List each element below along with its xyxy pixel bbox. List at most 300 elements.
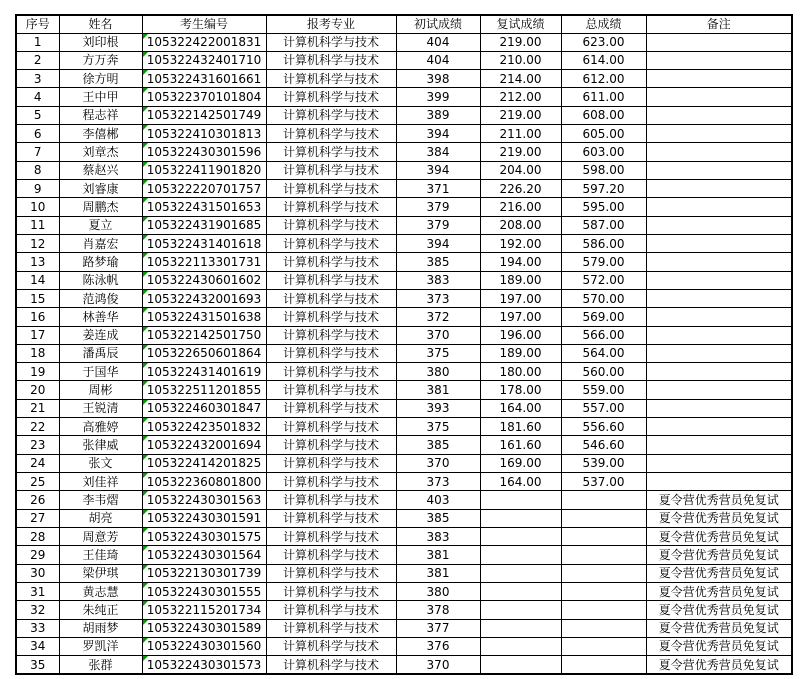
cell-name: 刘章杰	[59, 143, 142, 161]
cell-remark	[646, 106, 792, 124]
table-row	[16, 619, 792, 637]
table-row	[16, 234, 792, 252]
candidate-id-text: 105322142501750	[146, 328, 262, 343]
cell-total-score: 569.00	[561, 308, 646, 326]
cell-total-score: 560.00	[561, 363, 646, 381]
table-row	[16, 125, 792, 143]
cell-name: 肖嘉宏	[59, 234, 142, 252]
cell-name: 胡雨梦	[59, 619, 142, 637]
cell-retest-score: 197.00	[480, 289, 561, 307]
text-format-flag-icon	[143, 601, 148, 606]
cell-name: 蔡赵兴	[59, 161, 142, 179]
cell-name: 张群	[59, 656, 142, 674]
text-format-flag-icon	[143, 143, 148, 148]
cell-candidate-id	[142, 527, 266, 545]
table-row	[16, 601, 792, 619]
cell-retest-score: 208.00	[480, 216, 561, 234]
cell-major: 计算机科学与技术	[266, 271, 396, 289]
cell-candidate-id	[142, 436, 266, 454]
cell-candidate-id	[142, 619, 266, 637]
cell-index: 10	[16, 198, 59, 216]
cell-candidate-id	[142, 582, 266, 600]
text-format-flag-icon	[143, 565, 148, 570]
cell-initial-score: 383	[396, 271, 480, 289]
cell-remark	[646, 180, 792, 198]
cell-remark	[646, 399, 792, 417]
text-format-flag-icon	[143, 546, 148, 551]
table-row	[16, 161, 792, 179]
candidate-id-text: 105322431501638	[146, 309, 262, 324]
text-format-flag-icon	[143, 510, 148, 515]
cell-total-score: 537.00	[561, 473, 646, 491]
cell-candidate-id	[142, 637, 266, 655]
candidate-id-text: 105322431401619	[146, 364, 262, 379]
cell-major: 计算机科学与技术	[266, 454, 396, 472]
table-row	[16, 253, 792, 271]
cell-initial-score: 375	[396, 344, 480, 362]
candidate-id-text: 105322410301813	[146, 126, 262, 141]
cell-remark	[646, 33, 792, 51]
cell-total-score: 564.00	[561, 344, 646, 362]
cell-index: 14	[16, 271, 59, 289]
cell-major: 计算机科学与技术	[266, 436, 396, 454]
candidate-id-text: 105322430301591	[146, 511, 262, 526]
cell-name: 夏立	[59, 216, 142, 234]
cell-index: 26	[16, 491, 59, 509]
table-row	[16, 582, 792, 600]
cell-index: 13	[16, 253, 59, 271]
cell-retest-score: 210.00	[480, 51, 561, 69]
text-format-flag-icon	[143, 491, 148, 496]
cell-initial-score: 378	[396, 601, 480, 619]
table-row	[16, 308, 792, 326]
cell-initial-score: 381	[396, 546, 480, 564]
cell-index: 33	[16, 619, 59, 637]
table-row	[16, 656, 792, 674]
cell-candidate-id	[142, 546, 266, 564]
cell-remark: 夏令营优秀营员免复试	[646, 546, 792, 564]
cell-total-score	[561, 637, 646, 655]
cell-initial-score: 404	[396, 51, 480, 69]
text-format-flag-icon	[143, 272, 148, 277]
candidate-id-text: 105322431401618	[146, 236, 262, 251]
col-header-candidate-id: 考生编号	[142, 15, 266, 33]
cell-total-score	[561, 527, 646, 545]
cell-retest-score: 169.00	[480, 454, 561, 472]
cell-total-score: 608.00	[561, 106, 646, 124]
cell-index: 34	[16, 637, 59, 655]
cell-index: 29	[16, 546, 59, 564]
cell-retest-score: 196.00	[480, 326, 561, 344]
text-format-flag-icon	[143, 418, 148, 423]
text-format-flag-icon	[143, 638, 148, 643]
cell-initial-score: 385	[396, 253, 480, 271]
candidate-id-text: 105322431501653	[146, 199, 262, 214]
table-row	[16, 418, 792, 436]
table-row	[16, 509, 792, 527]
cell-major: 计算机科学与技术	[266, 381, 396, 399]
cell-remark	[646, 271, 792, 289]
table-row	[16, 51, 792, 69]
cell-retest-score: 219.00	[480, 143, 561, 161]
candidate-id-text: 105322142501749	[146, 108, 262, 123]
table-row	[16, 637, 792, 655]
candidate-id-text: 105322460301847	[146, 401, 262, 416]
cell-retest-score: 194.00	[480, 253, 561, 271]
cell-name: 刘佳祥	[59, 473, 142, 491]
cell-candidate-id	[142, 234, 266, 252]
cell-total-score: 614.00	[561, 51, 646, 69]
cell-index: 16	[16, 308, 59, 326]
cell-name: 李韦熠	[59, 491, 142, 509]
cell-major: 计算机科学与技术	[266, 344, 396, 362]
cell-index: 24	[16, 454, 59, 472]
cell-index: 8	[16, 161, 59, 179]
cell-retest-score: 211.00	[480, 125, 561, 143]
cell-major: 计算机科学与技术	[266, 198, 396, 216]
cell-initial-score: 370	[396, 454, 480, 472]
cell-initial-score: 380	[396, 363, 480, 381]
table-row	[16, 527, 792, 545]
text-format-flag-icon	[143, 34, 148, 39]
table-row	[16, 326, 792, 344]
text-format-flag-icon	[143, 235, 148, 240]
cell-initial-score: 375	[396, 418, 480, 436]
col-header-initial-score: 初试成绩	[396, 15, 480, 33]
cell-index: 23	[16, 436, 59, 454]
cell-remark	[646, 363, 792, 381]
candidate-id-text: 105322130301739	[146, 566, 262, 581]
cell-candidate-id	[142, 454, 266, 472]
cell-candidate-id	[142, 143, 266, 161]
cell-candidate-id	[142, 253, 266, 271]
cell-candidate-id	[142, 344, 266, 362]
cell-retest-score	[480, 546, 561, 564]
cell-candidate-id	[142, 601, 266, 619]
cell-candidate-id	[142, 509, 266, 527]
cell-initial-score: 394	[396, 161, 480, 179]
cell-candidate-id	[142, 271, 266, 289]
cell-remark	[646, 125, 792, 143]
cell-index: 22	[16, 418, 59, 436]
cell-index: 7	[16, 143, 59, 161]
cell-major: 计算机科学与技术	[266, 564, 396, 582]
cell-remark	[646, 198, 792, 216]
cell-major: 计算机科学与技术	[266, 125, 396, 143]
cell-retest-score: 180.00	[480, 363, 561, 381]
candidate-id-text: 105322430601602	[146, 273, 262, 288]
col-header-total-score: 总成绩	[561, 15, 646, 33]
cell-major: 计算机科学与技术	[266, 143, 396, 161]
cell-name: 徐方明	[59, 70, 142, 88]
cell-name: 程志祥	[59, 106, 142, 124]
cell-name: 张律威	[59, 436, 142, 454]
cell-major: 计算机科学与技术	[266, 180, 396, 198]
text-format-flag-icon	[143, 363, 148, 368]
cell-total-score: 579.00	[561, 253, 646, 271]
text-format-flag-icon	[143, 125, 148, 130]
table-row	[16, 344, 792, 362]
table-row	[16, 70, 792, 88]
cell-major: 计算机科学与技术	[266, 106, 396, 124]
cell-name: 朱纯正	[59, 601, 142, 619]
cell-retest-score: 219.00	[480, 33, 561, 51]
table-row	[16, 436, 792, 454]
cell-major: 计算机科学与技术	[266, 601, 396, 619]
cell-total-score: 603.00	[561, 143, 646, 161]
candidate-id-text: 105322432401710	[146, 53, 262, 68]
cell-name: 周鹏杰	[59, 198, 142, 216]
cell-major: 计算机科学与技术	[266, 546, 396, 564]
cell-total-score: 572.00	[561, 271, 646, 289]
text-format-flag-icon	[143, 52, 148, 57]
cell-initial-score: 381	[396, 381, 480, 399]
cell-remark: 夏令营优秀营员免复试	[646, 619, 792, 637]
cell-remark: 夏令营优秀营员免复试	[646, 564, 792, 582]
cell-retest-score	[480, 656, 561, 674]
admission-score-table	[15, 14, 793, 675]
candidate-id-text: 105322430301555	[146, 584, 262, 599]
cell-major: 计算机科学与技术	[266, 637, 396, 655]
cell-initial-score: 384	[396, 143, 480, 161]
cell-retest-score: 204.00	[480, 161, 561, 179]
candidate-id-text: 105322422001831	[146, 35, 262, 50]
cell-remark	[646, 253, 792, 271]
cell-initial-score: 383	[396, 527, 480, 545]
cell-index: 4	[16, 88, 59, 106]
candidate-id-text: 105322432001694	[146, 438, 262, 453]
table-row	[16, 564, 792, 582]
text-format-flag-icon	[143, 583, 148, 588]
cell-initial-score: 398	[396, 70, 480, 88]
text-format-flag-icon	[143, 381, 148, 386]
cell-retest-score: 197.00	[480, 308, 561, 326]
text-format-flag-icon	[143, 70, 148, 75]
table-row	[16, 216, 792, 234]
cell-name: 罗凯洋	[59, 637, 142, 655]
cell-major: 计算机科学与技术	[266, 161, 396, 179]
cell-total-score	[561, 491, 646, 509]
cell-retest-score: 216.00	[480, 198, 561, 216]
cell-initial-score: 379	[396, 198, 480, 216]
cell-initial-score: 371	[396, 180, 480, 198]
cell-remark	[646, 418, 792, 436]
table-row	[16, 381, 792, 399]
cell-retest-score: 161.60	[480, 436, 561, 454]
cell-index: 17	[16, 326, 59, 344]
cell-major: 计算机科学与技术	[266, 582, 396, 600]
candidate-id-text: 105322414201825	[146, 456, 262, 471]
cell-candidate-id	[142, 473, 266, 491]
col-header-major: 报考专业	[266, 15, 396, 33]
cell-name: 王锐清	[59, 399, 142, 417]
text-format-flag-icon	[143, 345, 148, 350]
cell-total-score: 539.00	[561, 454, 646, 472]
candidate-id-text: 105322650601864	[146, 346, 262, 361]
cell-initial-score: 373	[396, 289, 480, 307]
text-format-flag-icon	[143, 253, 148, 258]
candidate-id-text: 105322360801800	[146, 474, 262, 489]
cell-total-score: 587.00	[561, 216, 646, 234]
cell-candidate-id	[142, 308, 266, 326]
candidate-id-text: 105322511201855	[146, 383, 262, 398]
cell-remark	[646, 436, 792, 454]
cell-major: 计算机科学与技术	[266, 216, 396, 234]
cell-name: 姜连成	[59, 326, 142, 344]
cell-candidate-id	[142, 381, 266, 399]
cell-name: 张文	[59, 454, 142, 472]
cell-initial-score: 404	[396, 33, 480, 51]
cell-major: 计算机科学与技术	[266, 33, 396, 51]
text-format-flag-icon	[143, 656, 148, 661]
cell-candidate-id	[142, 125, 266, 143]
col-header-remark: 备注	[646, 15, 792, 33]
candidate-id-text: 105322431901685	[146, 218, 262, 233]
cell-candidate-id	[142, 564, 266, 582]
cell-name: 刘睿康	[59, 180, 142, 198]
candidate-id-text: 105322430301563	[146, 492, 262, 507]
cell-remark: 夏令营优秀营员免复试	[646, 656, 792, 674]
cell-name: 方万奔	[59, 51, 142, 69]
cell-index: 9	[16, 180, 59, 198]
cell-total-score: 570.00	[561, 289, 646, 307]
cell-retest-score: 219.00	[480, 106, 561, 124]
text-format-flag-icon	[143, 308, 148, 313]
cell-index: 27	[16, 509, 59, 527]
cell-major: 计算机科学与技术	[266, 253, 396, 271]
cell-index: 35	[16, 656, 59, 674]
col-header-name: 姓名	[59, 15, 142, 33]
cell-candidate-id	[142, 491, 266, 509]
cell-initial-score: 377	[396, 619, 480, 637]
cell-retest-score: 178.00	[480, 381, 561, 399]
cell-remark	[646, 344, 792, 362]
cell-major: 计算机科学与技术	[266, 308, 396, 326]
cell-retest-score: 189.00	[480, 344, 561, 362]
cell-retest-score: 214.00	[480, 70, 561, 88]
cell-remark	[646, 143, 792, 161]
cell-index: 12	[16, 234, 59, 252]
cell-index: 18	[16, 344, 59, 362]
table-row	[16, 198, 792, 216]
cell-index: 20	[16, 381, 59, 399]
cell-index: 11	[16, 216, 59, 234]
cell-candidate-id	[142, 198, 266, 216]
cell-total-score: 566.00	[561, 326, 646, 344]
cell-candidate-id	[142, 326, 266, 344]
cell-remark	[646, 51, 792, 69]
cell-major: 计算机科学与技术	[266, 527, 396, 545]
cell-remark: 夏令营优秀营员免复试	[646, 491, 792, 509]
cell-remark	[646, 454, 792, 472]
cell-candidate-id	[142, 161, 266, 179]
cell-major: 计算机科学与技术	[266, 418, 396, 436]
cell-name: 王佳琦	[59, 546, 142, 564]
cell-candidate-id	[142, 418, 266, 436]
table-row	[16, 546, 792, 564]
cell-retest-score: 164.00	[480, 399, 561, 417]
cell-total-score: 623.00	[561, 33, 646, 51]
cell-total-score: 595.00	[561, 198, 646, 216]
cell-total-score	[561, 509, 646, 527]
cell-remark	[646, 161, 792, 179]
cell-total-score: 598.00	[561, 161, 646, 179]
cell-candidate-id	[142, 88, 266, 106]
cell-index: 15	[16, 289, 59, 307]
cell-index: 19	[16, 363, 59, 381]
text-format-flag-icon	[143, 290, 148, 295]
cell-remark	[646, 234, 792, 252]
text-format-flag-icon	[143, 528, 148, 533]
cell-major: 计算机科学与技术	[266, 473, 396, 491]
cell-remark	[646, 381, 792, 399]
cell-major: 计算机科学与技术	[266, 234, 396, 252]
cell-total-score: 611.00	[561, 88, 646, 106]
candidate-id-text: 105322411901820	[146, 163, 262, 178]
cell-index: 2	[16, 51, 59, 69]
cell-major: 计算机科学与技术	[266, 491, 396, 509]
text-format-flag-icon	[143, 198, 148, 203]
cell-candidate-id	[142, 216, 266, 234]
cell-initial-score: 380	[396, 582, 480, 600]
cell-initial-score: 370	[396, 326, 480, 344]
candidate-id-text: 105322430301560	[146, 639, 262, 654]
text-format-flag-icon	[143, 436, 148, 441]
table-row	[16, 473, 792, 491]
cell-total-score	[561, 601, 646, 619]
text-format-flag-icon	[143, 327, 148, 332]
cell-name: 胡亮	[59, 509, 142, 527]
cell-retest-score: 192.00	[480, 234, 561, 252]
cell-index: 6	[16, 125, 59, 143]
cell-total-score	[561, 564, 646, 582]
cell-index: 5	[16, 106, 59, 124]
candidate-id-text: 105322370101804	[146, 90, 262, 105]
cell-total-score: 612.00	[561, 70, 646, 88]
cell-remark: 夏令营优秀营员免复试	[646, 582, 792, 600]
cell-index: 21	[16, 399, 59, 417]
cell-major: 计算机科学与技术	[266, 363, 396, 381]
cell-candidate-id	[142, 656, 266, 674]
cell-remark: 夏令营优秀营员免复试	[646, 527, 792, 545]
text-format-flag-icon	[143, 455, 148, 460]
table-row	[16, 289, 792, 307]
table-row	[16, 33, 792, 51]
cell-retest-score	[480, 601, 561, 619]
candidate-id-text: 105322115201734	[146, 602, 262, 617]
cell-initial-score: 381	[396, 564, 480, 582]
cell-retest-score	[480, 637, 561, 655]
cell-retest-score: 226.20	[480, 180, 561, 198]
cell-retest-score	[480, 564, 561, 582]
header-row	[16, 15, 792, 33]
candidate-id-text: 105322430301589	[146, 621, 262, 636]
cell-initial-score: 376	[396, 637, 480, 655]
cell-remark	[646, 216, 792, 234]
cell-name: 林善华	[59, 308, 142, 326]
cell-total-score: 557.00	[561, 399, 646, 417]
cell-initial-score: 379	[396, 216, 480, 234]
cell-initial-score: 372	[396, 308, 480, 326]
cell-candidate-id	[142, 51, 266, 69]
table-row	[16, 271, 792, 289]
text-format-flag-icon	[143, 162, 148, 167]
cell-name: 周彬	[59, 381, 142, 399]
cell-candidate-id	[142, 399, 266, 417]
cell-index: 3	[16, 70, 59, 88]
cell-candidate-id	[142, 33, 266, 51]
text-format-flag-icon	[143, 473, 148, 478]
